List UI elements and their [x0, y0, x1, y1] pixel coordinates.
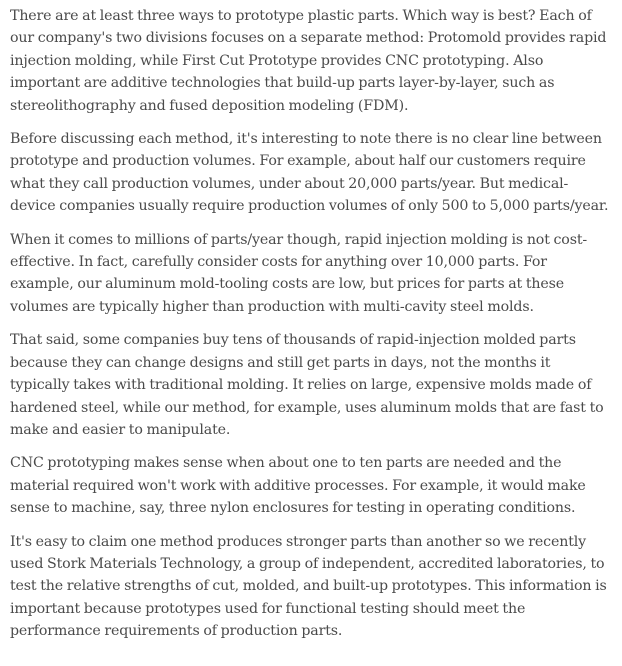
paragraph-strength-testing: It's easy to claim one method produces stronger parts than another so we recently used Stork Materials Technology, a group of independent, accredited laboratories, to test the relative strengths of cut, molded, and built-up prototypes. This information is important because prototypes used for functional testing should meet the performance requirements of production parts. — [10, 533, 607, 640]
paragraph-design-changes: That said, some companies buy tens of thousands of rapid-injection molded parts because they can change designs and still get parts in days, not the months it typically takes with traditional molding. It relies on large, expensive molds made of hardened steel, while our method, for example, uses aluminum molds that are fast to make and easier to manipulate. — [10, 332, 604, 438]
paragraph-intro: There are at least three ways to prototype plastic parts. Which way is best? Each of our company's two divisions focuses on a separate method: Protomold provides rapid injection molding, while First Cut Prototype provides CNC prototyping. Also important are additive technologies that build-up parts layer-by-layer, such as stereolithography and fused deposition modeling (FDM). — [10, 8, 607, 114]
paragraph-millions: When it comes to millions of parts/year though, rapid injection molding is not cost-effective. In fact, carefully consider costs for anything over 10,000 parts. For example, our aluminum mold-tooling costs are low, but prices for parts at these volumes are typically higher than production with multi-cavity steel molds. — [10, 231, 588, 315]
paragraph-cnc: CNC prototyping makes sense when about one to ten parts are needed and the material required won't work with additive processes. For example, it would make sense to machine, say, three nylon enclosures for testing in operating conditions. — [10, 455, 586, 517]
paragraph-volumes: Before discussing each method, it's interesting to note there is no clear line between prototype and production volumes. For example, about half our customers require what they call production volumes, under about 20,000 parts/year. But medical-device companies usually require production volumes of only 500 to 5,000 parts/year. — [10, 131, 609, 215]
